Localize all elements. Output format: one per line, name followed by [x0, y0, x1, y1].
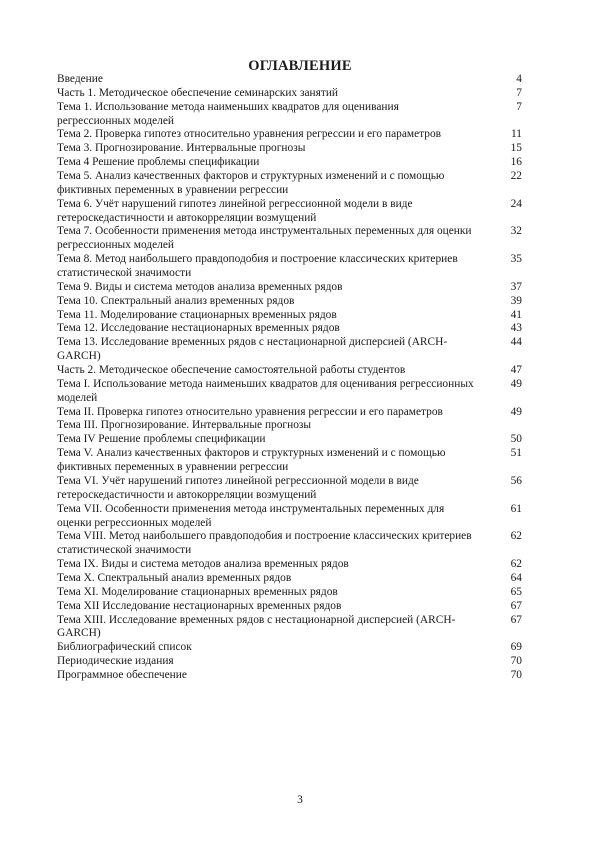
toc-entry-page: 4	[516, 73, 522, 85]
toc-entry-topic-x[interactable]	[57, 572, 525, 586]
toc-entry-topic-i[interactable]	[57, 378, 525, 406]
table-of-contents	[57, 73, 525, 683]
toc-entry-topic-ii[interactable]	[57, 406, 525, 420]
toc-entry-text: Тема IX. Виды и система методов анализа временных рядов	[57, 558, 349, 571]
toc-entry-topic-8[interactable]	[57, 253, 525, 281]
toc-entry-topic-vii[interactable]	[57, 503, 525, 531]
toc-entry-topic-9[interactable]	[57, 281, 525, 295]
toc-entry-text: Тема V. Анализ качественных факторов и структурных изменений и с помощью фиктивных переменных в уравнении регрессии	[57, 447, 446, 474]
toc-entry-topic-xiii[interactable]	[57, 614, 525, 642]
toc-entry-page: 7	[516, 100, 522, 113]
toc-entry-page: 65	[510, 585, 522, 598]
toc-entry-part-1[interactable]	[57, 87, 525, 101]
toc-entry-topic-4[interactable]	[57, 156, 525, 170]
toc-entry-text: Тема 3. Прогнозирование. Интервальные прогнозы	[57, 142, 306, 155]
toc-entry-text: Тема X. Спектральный анализ временных рядов	[57, 571, 292, 584]
toc-entry-page: 70	[510, 655, 522, 668]
toc-entry-software[interactable]	[57, 669, 525, 683]
toc-entry-page: 70	[510, 668, 522, 681]
toc-entry-page: 64	[510, 571, 522, 584]
toc-entry-page: 41	[510, 308, 522, 321]
toc-entry-page: 22	[510, 170, 522, 183]
toc-entry-text: Тема I. Использование метода наименьших квадратов для оценивания регрессионных моделей	[57, 377, 474, 404]
toc-entry-topic-vi[interactable]	[57, 475, 525, 503]
toc-entry-page: 32	[510, 225, 522, 238]
toc-entry-text: Введение	[57, 73, 103, 85]
toc-entry-text: Тема XI. Моделирование стационарных временных рядов	[57, 585, 338, 598]
toc-entry-bibliography[interactable]	[57, 641, 525, 655]
page-title: ОГЛАВЛЕНИЕ	[248, 58, 352, 74]
toc-entry-page: 37	[510, 280, 522, 293]
toc-entry-topic-ix[interactable]	[57, 558, 525, 572]
toc-entry-topic-7[interactable]	[57, 225, 525, 253]
toc-entry-page: 15	[510, 142, 522, 155]
toc-entry-page: 35	[510, 253, 522, 266]
toc-entry-text: Библиографический список	[57, 641, 192, 654]
toc-entry-text: Тема IV Решение проблемы спецификации	[57, 433, 266, 446]
toc-entry-text: Тема III. Прогнозирование. Интервальные прогнозы	[57, 419, 312, 432]
toc-entry-topic-12[interactable]	[57, 322, 525, 336]
toc-entry-text: Тема 4 Решение проблемы спецификации	[57, 156, 260, 169]
toc-entry-page: 16	[510, 156, 522, 169]
toc-entry-topic-11[interactable]	[57, 309, 525, 323]
toc-entry-text: Тема 12. Исследование нестационарных временных рядов	[57, 322, 340, 335]
toc-entry-page: 56	[510, 474, 522, 487]
toc-entry-topic-5[interactable]	[57, 170, 525, 198]
toc-entry-page: 62	[510, 558, 522, 571]
toc-entry-page: 61	[510, 502, 522, 515]
toc-entry-page: 43	[510, 322, 522, 335]
toc-entry-text: Тема 7. Особенности применения метода инструментальных переменных для оценки регрессионных моделей	[57, 225, 472, 252]
toc-entry-text: Тема 11. Моделирование стационарных временных рядов	[57, 308, 337, 321]
toc-entry-text: Тема 13. Исследование временных рядов с нестационарной дисперсией (ARCH-GARCH)	[57, 336, 448, 363]
toc-entry-topic-13[interactable]	[57, 336, 525, 364]
toc-entry-page: 47	[510, 364, 522, 377]
toc-entry-text: Тема 6. Учёт нарушений гипотез линейной регрессионной модели в виде гетероскедастичности и автокорреляции возмущений	[57, 197, 413, 224]
toc-entry-text: Часть 1. Методическое обеспечение семинарских занятий	[57, 86, 339, 99]
toc-entry-text: Тема 2. Проверка гипотез относительно уравнения регрессии и его параметров	[57, 128, 442, 141]
toc-entry-page: 67	[510, 599, 522, 612]
toc-entry-text: Тема XII Исследование нестационарных временных рядов	[57, 599, 342, 612]
toc-entry-text: Тема 10. Спектральный анализ временных рядов	[57, 294, 295, 307]
toc-entry-page: 67	[510, 613, 522, 626]
toc-entry-text: Тема 1. Использование метода наименьших квадратов для оценивания регрессионных моделей	[57, 100, 399, 127]
toc-entry-topic-2[interactable]	[57, 128, 525, 142]
toc-entry-text: Периодические издания	[57, 655, 174, 668]
toc-entry-page: 49	[510, 377, 522, 390]
page-number: 3	[297, 794, 303, 806]
toc-entry-periodicals[interactable]	[57, 655, 525, 669]
toc-entry-page: 11	[511, 128, 522, 141]
toc-entry-topic-viii[interactable]	[57, 530, 525, 558]
toc-entry-text: Тема XIII. Исследование временных рядов с нестационарной дисперсией (ARCH-GARCH)	[57, 613, 456, 640]
toc-entry-page: 69	[510, 641, 522, 654]
toc-entry-topic-1[interactable]	[57, 101, 525, 129]
toc-entry-topic-iv[interactable]	[57, 433, 525, 447]
toc-entry-topic-iii[interactable]	[57, 419, 525, 433]
toc-entry-topic-3[interactable]	[57, 142, 525, 156]
toc-entry-page: 51	[510, 447, 522, 460]
toc-entry-topic-v[interactable]	[57, 447, 525, 475]
toc-entry-topic-xii[interactable]	[57, 600, 525, 614]
toc-entry-text: Часть 2. Методическое обеспечение самостоятельной работы студентов	[57, 364, 406, 377]
toc-entry-page: 7	[516, 86, 522, 99]
toc-entry-page: 49	[510, 405, 522, 418]
toc-entry-page: 44	[510, 336, 522, 349]
toc-entry-text: Тема VI. Учёт нарушений гипотез линейной регрессионной модели в виде гетероскедастичности и автокорреляции возмущений	[57, 474, 419, 501]
toc-entry-text: Тема II. Проверка гипотез относительно уравнения регрессии и его параметров	[57, 405, 443, 418]
toc-entry-text: Программное обеспечение	[57, 668, 187, 681]
toc-entry-text: Тема 5. Анализ качественных факторов и структурных изменений и с помощью фиктивных переменных в уравнении регрессии	[57, 170, 445, 196]
toc-entry-page: 24	[510, 197, 522, 210]
toc-entry-page: 50	[510, 433, 522, 446]
toc-entry-text: Тема 8. Метод наибольшего правдоподобия и построение классических критериев статистической значимости	[57, 253, 458, 280]
toc-entry-text: Тема VIII. Метод наибольшего правдоподобия и построение классических критериев статистической значимости	[57, 530, 472, 557]
toc-entry-text: Тема 9. Виды и система методов анализа временных рядов	[57, 280, 343, 293]
toc-entry-topic-6[interactable]	[57, 198, 525, 226]
toc-entry-part-2[interactable]	[57, 364, 525, 378]
toc-entry-introduction[interactable]	[57, 73, 525, 87]
toc-entry-topic-xi[interactable]	[57, 586, 525, 600]
toc-entry-page: 39	[510, 294, 522, 307]
toc-entry-text: Тема VII. Особенности применения метода инструментальных переменных для оценки регрессионных моделей	[57, 502, 445, 529]
toc-entry-page: 62	[510, 530, 522, 543]
toc-entry-topic-10[interactable]	[57, 295, 525, 309]
